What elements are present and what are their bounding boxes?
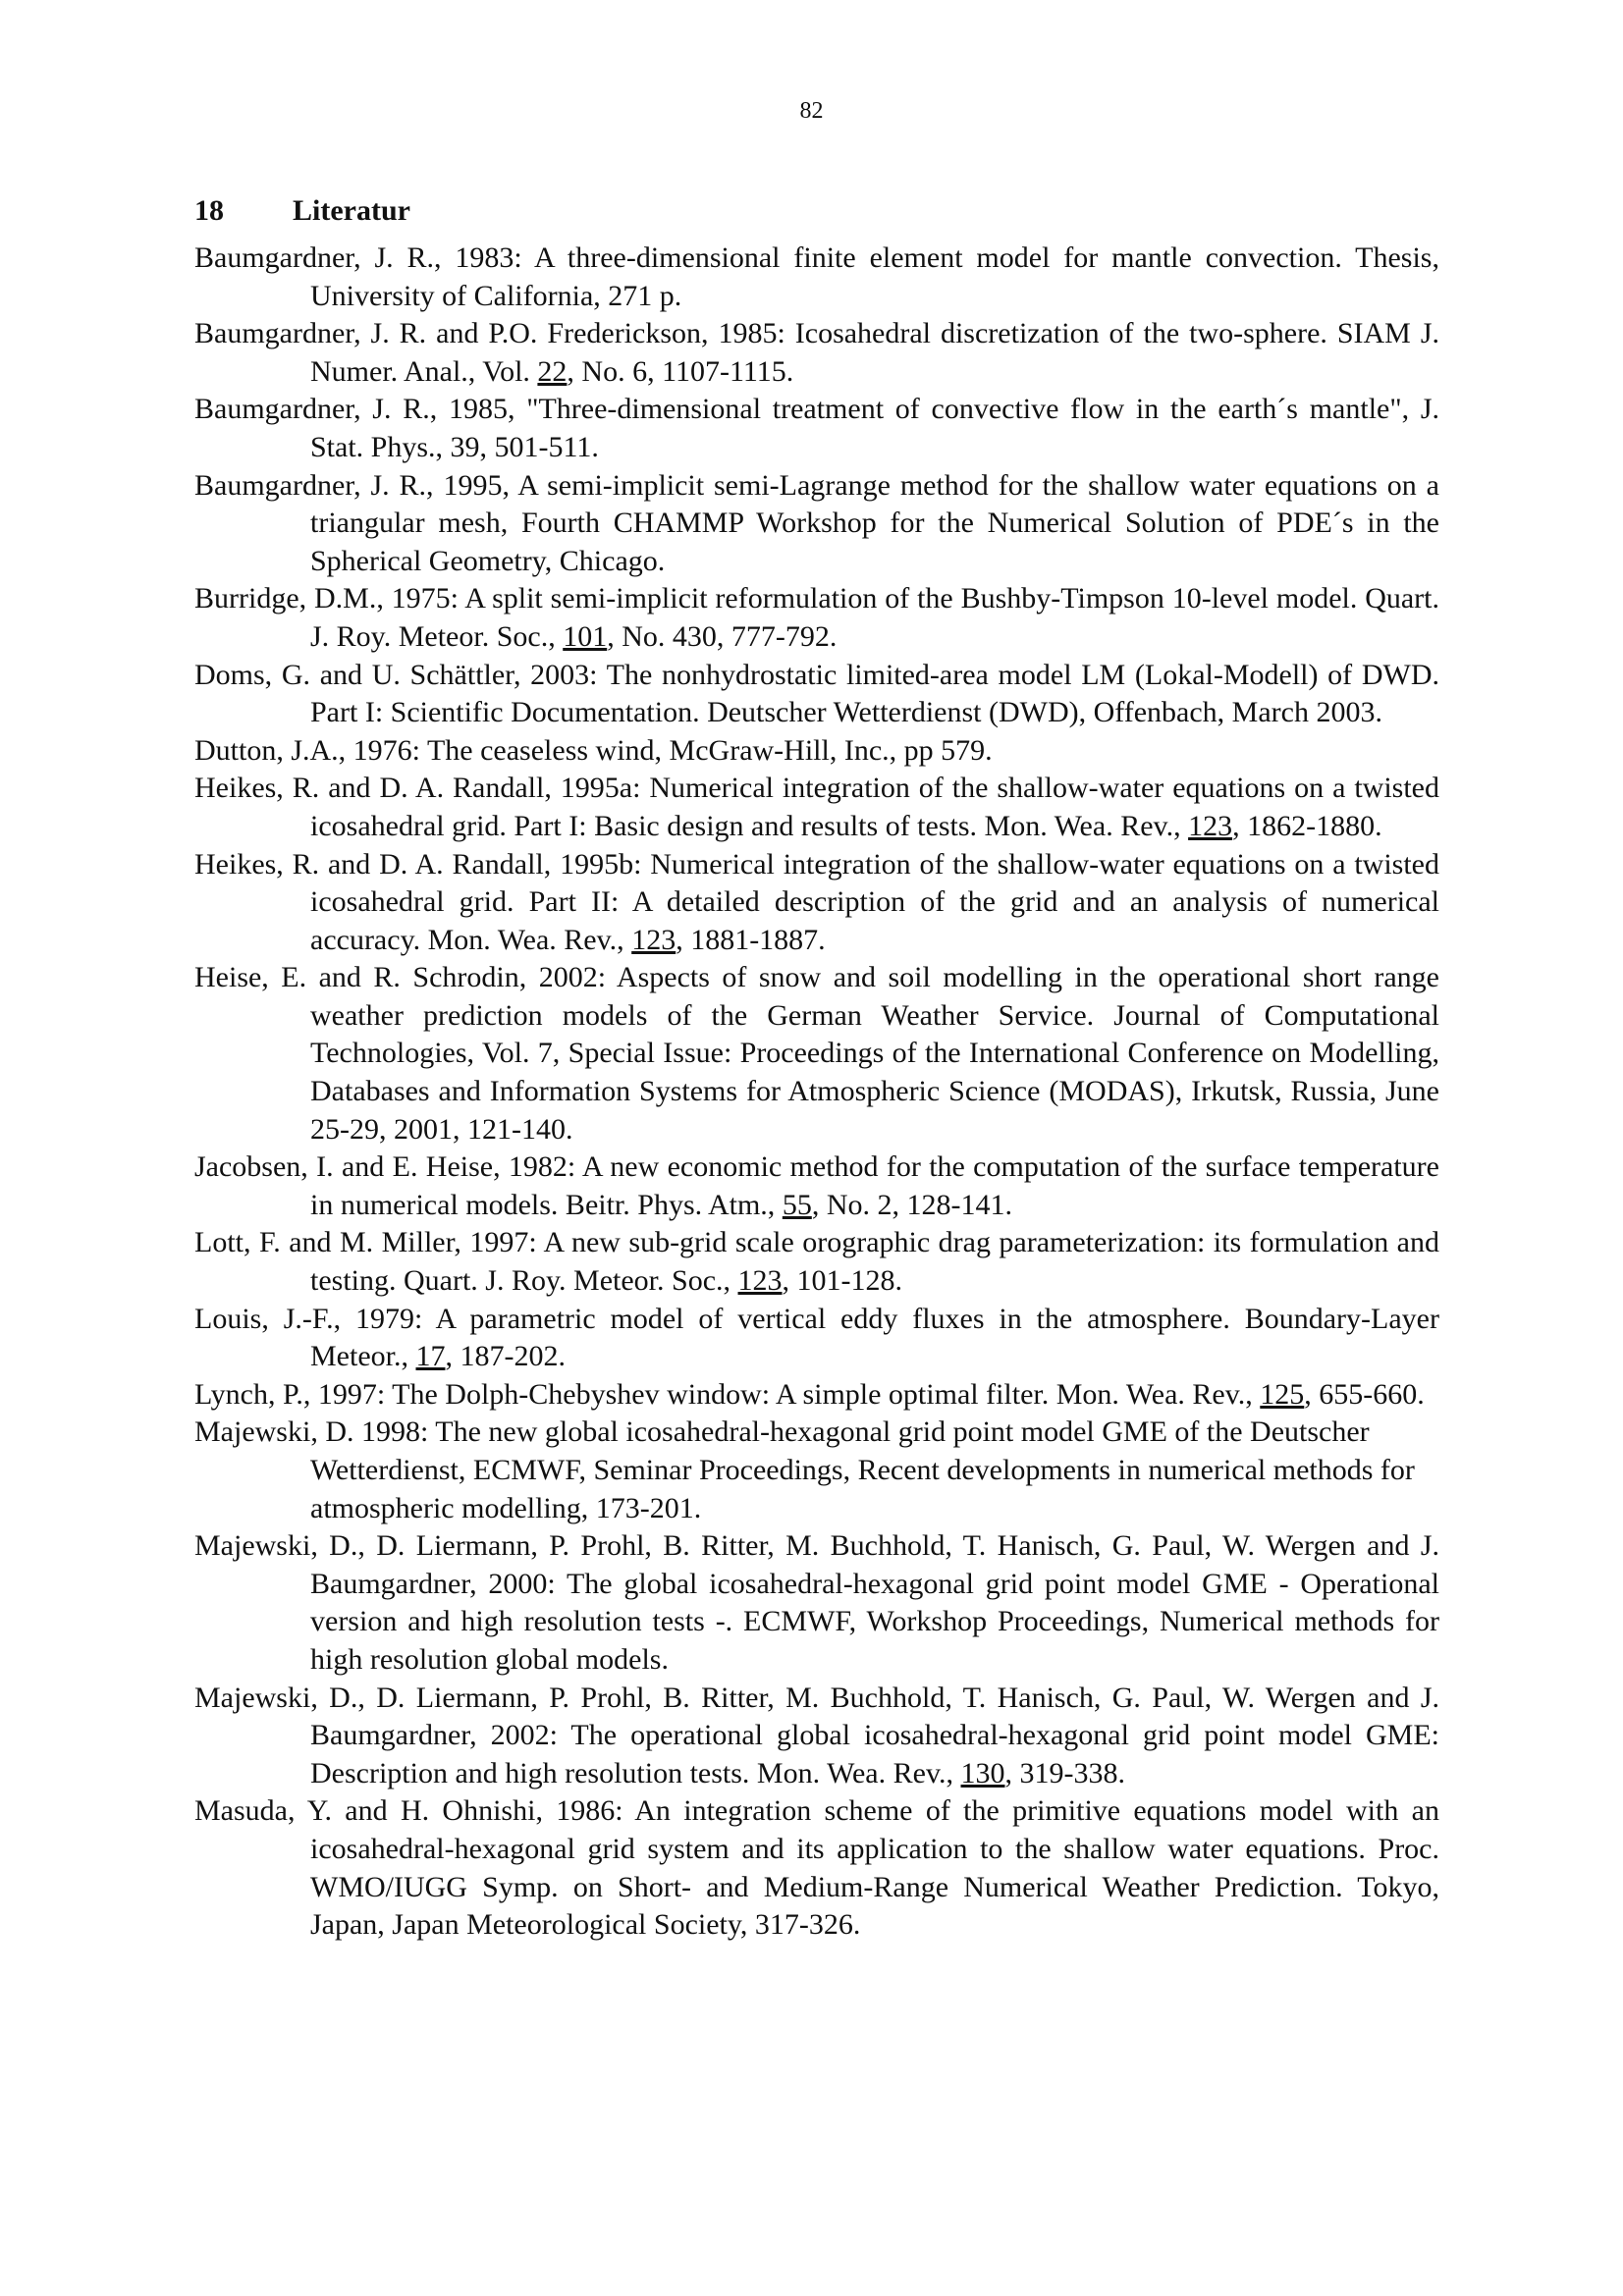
- volume-number: 22: [537, 354, 568, 388]
- section-heading: [194, 194, 410, 228]
- volume-number: 130: [960, 1756, 1005, 1789]
- reference-entry: [194, 1148, 1439, 1224]
- reference-text: , No. 2, 128-141.: [811, 1188, 1012, 1221]
- volume-number: 17: [415, 1340, 446, 1373]
- reference-text: Majewski, D., D. Liermann, P. Prohl, B. Ritter, M. Buchhold, T. Hanisch, G. Paul, W. Wergen and J. Baumgardner, 2002: The operational global icosahedral-hexagonal grid point model GME: Description and high resolution tests. Mon. Wea. Rev.,: [194, 1681, 1439, 1789]
- section-number: 18: [194, 194, 224, 227]
- reference-entry: [194, 1414, 1439, 1527]
- reference-text: Baumgardner, J. R. and P.O. Frederickson, 1985: Icosahedral discretization of the two-sphere. SIAM J. Numer. Anal., Vol.: [194, 317, 1439, 388]
- reference-entry: [194, 580, 1439, 656]
- reference-text: Jacobsen, I. and E. Heise, 1982: A new economic method for the computation of the surface temperature in numerical models. Beitr. Phys. Atm.,: [194, 1150, 1439, 1221]
- reference-text: Dutton, J.A., 1976: The ceaseless wind, McGraw-Hill, Inc., pp 579.: [194, 733, 993, 767]
- reference-text: Doms, G. and U. Schättler, 2003: The nonhydrostatic limited-area model LM (Lokal-Modell) of DWD. Part I: Scientific Documentation. Deutscher Wetterdienst (DWD), Offenbach, March 2003.: [194, 658, 1439, 729]
- reference-text: Burridge, D.M., 1975: A split semi-implicit reformulation of the Bushby-Timpson 10-level model. Quart. J. Roy. Meteor. Soc.,: [194, 582, 1439, 653]
- reference-entry: [194, 1376, 1439, 1415]
- reference-text: Heise, E. and R. Schrodin, 2002: Aspects of snow and soil modelling in the operational short range weather prediction models of the German Weather Service. Journal of Computational Technologies, Vol. 7, Special Issue: Proceedings of the International Conference on Modelling, Databases and Information Systems for Atmospheric Science (MODAS), Irkutsk, Russia, June 25-29, 2001, 121-140.: [194, 961, 1439, 1146]
- reference-entry: [194, 1527, 1439, 1679]
- reference-text: , No. 6, 1107-1115.: [567, 354, 794, 388]
- reference-entry: [194, 846, 1439, 960]
- reference-text: , No. 430, 777-792.: [607, 619, 838, 653]
- reference-entry: [194, 315, 1439, 391]
- reference-text: , 319-338.: [1004, 1756, 1125, 1789]
- reference-entry: [194, 657, 1439, 732]
- reference-text: , 655-660.: [1304, 1377, 1425, 1411]
- reference-text: , 101-128.: [782, 1264, 903, 1298]
- reference-text: Lott, F. and M. Miller, 1997: A new sub-grid scale orographic drag parameterization: its formulation and testing. Quart. J. Roy. Meteor. Soc.,: [194, 1226, 1439, 1298]
- volume-number: 123: [1188, 809, 1233, 842]
- page-number: 82: [799, 98, 824, 124]
- reference-text: Louis, J.-F., 1979: A parametric model of vertical eddy fluxes in the atmosphere. Boundary-Layer Meteor.,: [194, 1302, 1439, 1373]
- reference-entry: [194, 467, 1439, 581]
- reference-text: Heikes, R. and D. A. Randall, 1995a: Numerical integration of the shallow-water equations on a twisted icosahedral grid. Part I: Basic design and results of tests. Mon. Wea. Rev.,: [194, 772, 1439, 842]
- reference-text: , 1862-1880.: [1232, 809, 1382, 842]
- reference-entry: [194, 1224, 1439, 1300]
- reference-text: Heikes, R. and D. A. Randall, 1995b: Numerical integration of the shallow-water equations on a twisted icosahedral grid. Part II: A detailed description of the grid and an analysis of numerical accuracy. Mon. Wea. Rev.,: [194, 847, 1439, 956]
- reference-entry: [194, 732, 1439, 771]
- reference-text: , 1881-1887.: [676, 923, 826, 956]
- reference-text: Majewski, D. 1998: The new global icosahedral-hexagonal grid point model GME of the Deutscher Wetterdienst, ECMWF, Seminar Proceedings, Recent developments in numerical methods for atmospheric modelling, 173-201.: [194, 1415, 1415, 1524]
- reference-entry: [194, 959, 1439, 1148]
- reference-entry: [194, 391, 1439, 466]
- volume-number: 123: [631, 923, 676, 956]
- reference-list: [194, 240, 1439, 1945]
- reference-entry: [194, 240, 1439, 315]
- volume-number: 125: [1260, 1377, 1305, 1411]
- reference-entry: [194, 1792, 1439, 1944]
- reference-text: Lynch, P., 1997: The Dolph-Chebyshev window: A simple optimal filter. Mon. Wea. Rev.,: [194, 1377, 1261, 1411]
- reference-entry: [194, 1680, 1439, 1793]
- reference-text: Baumgardner, J. R., 1995, A semi-implicit semi-Lagrange method for the shallow water equations on a triangular mesh, Fourth CHAMMP Workshop for the Numerical Solution of PDE´s in the Spherical Geometry, Chicago.: [194, 468, 1439, 577]
- reference-text: Majewski, D., D. Liermann, P. Prohl, B. Ritter, M. Buchhold, T. Hanisch, G. Paul, W. Wergen and J. Baumgardner, 2000: The global icosahedral-hexagonal grid point model GME - Operational version and high resolution tests -. ECMWF, Workshop Proceedings, Numerical methods for high resolution global models.: [194, 1529, 1439, 1676]
- reference-text: Masuda, Y. and H. Ohnishi, 1986: An integration scheme of the primitive equations model with an icosahedral-hexagonal grid system and its application to the shallow water equations. Proc. WMO/IUGG Symp. on Short- and Medium-Range Numerical Weather Prediction. Tokyo, Japan, Japan Meteorological Society, 317-326.: [194, 1794, 1439, 1942]
- volume-number: 123: [737, 1264, 783, 1298]
- reference-entry: [194, 770, 1439, 845]
- volume-number: 101: [563, 619, 608, 653]
- reference-text: , 187-202.: [445, 1340, 566, 1373]
- reference-entry: [194, 1301, 1439, 1376]
- section-title: Literatur: [293, 194, 410, 227]
- reference-text: Baumgardner, J. R., 1985, "Three-dimensional treatment of convective flow in the earth´s mantle", J. Stat. Phys., 39, 501-511.: [194, 393, 1439, 463]
- reference-text: Baumgardner, J. R., 1983: A three-dimensional finite element model for mantle convection. Thesis, University of California, 271 p.: [194, 241, 1439, 312]
- volume-number: 55: [782, 1188, 812, 1221]
